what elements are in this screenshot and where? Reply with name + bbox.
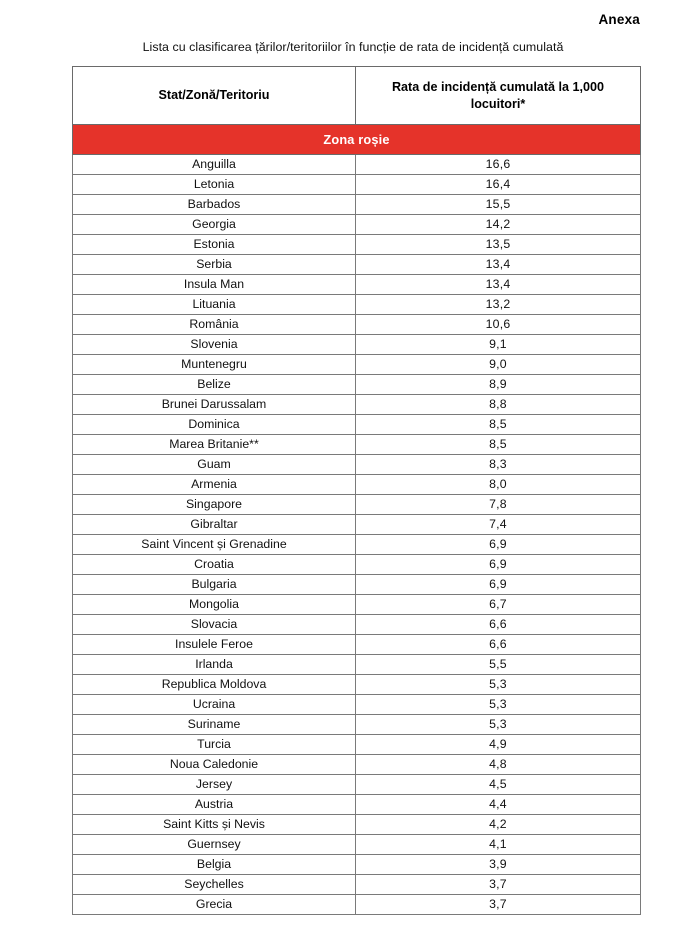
cell-country-name: Saint Vincent și Grenadine: [73, 535, 356, 555]
cell-country-name: România: [73, 315, 356, 335]
cell-country-name: Insulele Feroe: [73, 635, 356, 655]
cell-country-name: Suriname: [73, 715, 356, 735]
incidence-rate-table: [72, 66, 641, 915]
cell-incidence-rate: 15,5: [356, 195, 641, 215]
cell-incidence-rate: 8,3: [356, 455, 641, 475]
table-row: [73, 195, 641, 215]
cell-incidence-rate: 4,1: [356, 835, 641, 855]
table-row: [73, 475, 641, 495]
cell-country-name: Georgia: [73, 215, 356, 235]
table-row: [73, 675, 641, 695]
incidence-table-container: [72, 66, 640, 915]
cell-incidence-rate: 7,4: [356, 515, 641, 535]
cell-incidence-rate: 6,6: [356, 615, 641, 635]
cell-incidence-rate: 7,8: [356, 495, 641, 515]
cell-incidence-rate: 3,9: [356, 855, 641, 875]
cell-incidence-rate: 13,4: [356, 255, 641, 275]
cell-country-name: Seychelles: [73, 875, 356, 895]
table-row: [73, 755, 641, 775]
cell-country-name: Anguilla: [73, 155, 356, 175]
table-row: [73, 835, 641, 855]
cell-incidence-rate: 5,3: [356, 715, 641, 735]
table-row: [73, 455, 641, 475]
zone-banner-label: Zona roșie: [73, 125, 641, 155]
cell-incidence-rate: 5,5: [356, 655, 641, 675]
document-header: [0, 0, 700, 29]
table-row: [73, 855, 641, 875]
table-row: [73, 315, 641, 335]
table-row: [73, 895, 641, 915]
cell-incidence-rate: 10,6: [356, 315, 641, 335]
cell-country-name: Armenia: [73, 475, 356, 495]
zone-banner-row: [73, 125, 641, 155]
cell-incidence-rate: 8,0: [356, 475, 641, 495]
table-row: [73, 395, 641, 415]
table-row: [73, 335, 641, 355]
cell-country-name: Barbados: [73, 195, 356, 215]
cell-country-name: Marea Britanie**: [73, 435, 356, 455]
cell-country-name: Grecia: [73, 895, 356, 915]
cell-country-name: Lituania: [73, 295, 356, 315]
table-row: [73, 495, 641, 515]
cell-country-name: Serbia: [73, 255, 356, 275]
cell-country-name: Guernsey: [73, 835, 356, 855]
table-header-row: [73, 67, 641, 125]
cell-country-name: Noua Caledonie: [73, 755, 356, 775]
cell-incidence-rate: 5,3: [356, 675, 641, 695]
table-row: [73, 715, 641, 735]
table-row: [73, 815, 641, 835]
table-row: [73, 595, 641, 615]
table-row: [73, 235, 641, 255]
table-row: [73, 775, 641, 795]
cell-country-name: Ucraina: [73, 695, 356, 715]
cell-incidence-rate: 4,4: [356, 795, 641, 815]
table-row: [73, 175, 641, 195]
table-row: [73, 555, 641, 575]
cell-incidence-rate: 6,9: [356, 575, 641, 595]
table-row: [73, 515, 641, 535]
table-row: [73, 355, 641, 375]
cell-incidence-rate: 4,8: [356, 755, 641, 775]
cell-incidence-rate: 4,2: [356, 815, 641, 835]
cell-country-name: Slovacia: [73, 615, 356, 635]
column-header-country: Stat/Zonă/Teritoriu: [73, 67, 356, 125]
table-row: [73, 375, 641, 395]
cell-incidence-rate: 6,7: [356, 595, 641, 615]
table-row: [73, 255, 641, 275]
table-header: [73, 67, 641, 125]
document-subtitle: Lista cu clasificarea țărilor/teritoriilor în funcție de rata de incidență cumulată: [142, 40, 564, 54]
table-row: [73, 435, 641, 455]
cell-country-name: Austria: [73, 795, 356, 815]
cell-country-name: Jersey: [73, 775, 356, 795]
table-row: [73, 275, 641, 295]
cell-country-name: Insula Man: [73, 275, 356, 295]
column-header-incidence-rate: Rata de incidență cumulată la 1,000 locuitori*: [356, 67, 641, 125]
cell-incidence-rate: 8,8: [356, 395, 641, 415]
cell-incidence-rate: 6,6: [356, 635, 641, 655]
cell-incidence-rate: 9,1: [356, 335, 641, 355]
cell-incidence-rate: 4,9: [356, 735, 641, 755]
table-row: [73, 215, 641, 235]
cell-incidence-rate: 16,4: [356, 175, 641, 195]
zone-banner-body: [73, 125, 641, 155]
cell-country-name: Brunei Darussalam: [73, 395, 356, 415]
table-row: [73, 635, 641, 655]
cell-incidence-rate: 13,4: [356, 275, 641, 295]
cell-incidence-rate: 8,5: [356, 435, 641, 455]
table-row: [73, 535, 641, 555]
cell-incidence-rate: 5,3: [356, 695, 641, 715]
cell-country-name: Bulgaria: [73, 575, 356, 595]
cell-incidence-rate: 13,2: [356, 295, 641, 315]
cell-incidence-rate: 6,9: [356, 535, 641, 555]
cell-country-name: Croatia: [73, 555, 356, 575]
cell-incidence-rate: 16,6: [356, 155, 641, 175]
annex-label: Anexa: [598, 12, 640, 27]
cell-country-name: Guam: [73, 455, 356, 475]
cell-incidence-rate: 3,7: [356, 895, 641, 915]
table-row: [73, 875, 641, 895]
cell-country-name: Muntenegru: [73, 355, 356, 375]
table-row: [73, 615, 641, 635]
cell-incidence-rate: 13,5: [356, 235, 641, 255]
cell-incidence-rate: 9,0: [356, 355, 641, 375]
cell-incidence-rate: 8,5: [356, 415, 641, 435]
cell-country-name: Belize: [73, 375, 356, 395]
table-row: [73, 795, 641, 815]
cell-country-name: Irlanda: [73, 655, 356, 675]
table-body: [73, 155, 641, 915]
table-row: [73, 295, 641, 315]
cell-country-name: Saint Kitts și Nevis: [73, 815, 356, 835]
table-row: [73, 575, 641, 595]
cell-country-name: Gibraltar: [73, 515, 356, 535]
cell-country-name: Mongolia: [73, 595, 356, 615]
table-row: [73, 415, 641, 435]
cell-country-name: Estonia: [73, 235, 356, 255]
cell-incidence-rate: 8,9: [356, 375, 641, 395]
cell-incidence-rate: 6,9: [356, 555, 641, 575]
cell-incidence-rate: 4,5: [356, 775, 641, 795]
table-row: [73, 655, 641, 675]
table-row: [73, 735, 641, 755]
cell-country-name: Turcia: [73, 735, 356, 755]
table-row: [73, 155, 641, 175]
cell-country-name: Dominica: [73, 415, 356, 435]
cell-country-name: Slovenia: [73, 335, 356, 355]
cell-country-name: Letonia: [73, 175, 356, 195]
cell-country-name: Belgia: [73, 855, 356, 875]
table-row: [73, 695, 641, 715]
cell-country-name: Republica Moldova: [73, 675, 356, 695]
cell-incidence-rate: 3,7: [356, 875, 641, 895]
cell-country-name: Singapore: [73, 495, 356, 515]
cell-incidence-rate: 14,2: [356, 215, 641, 235]
